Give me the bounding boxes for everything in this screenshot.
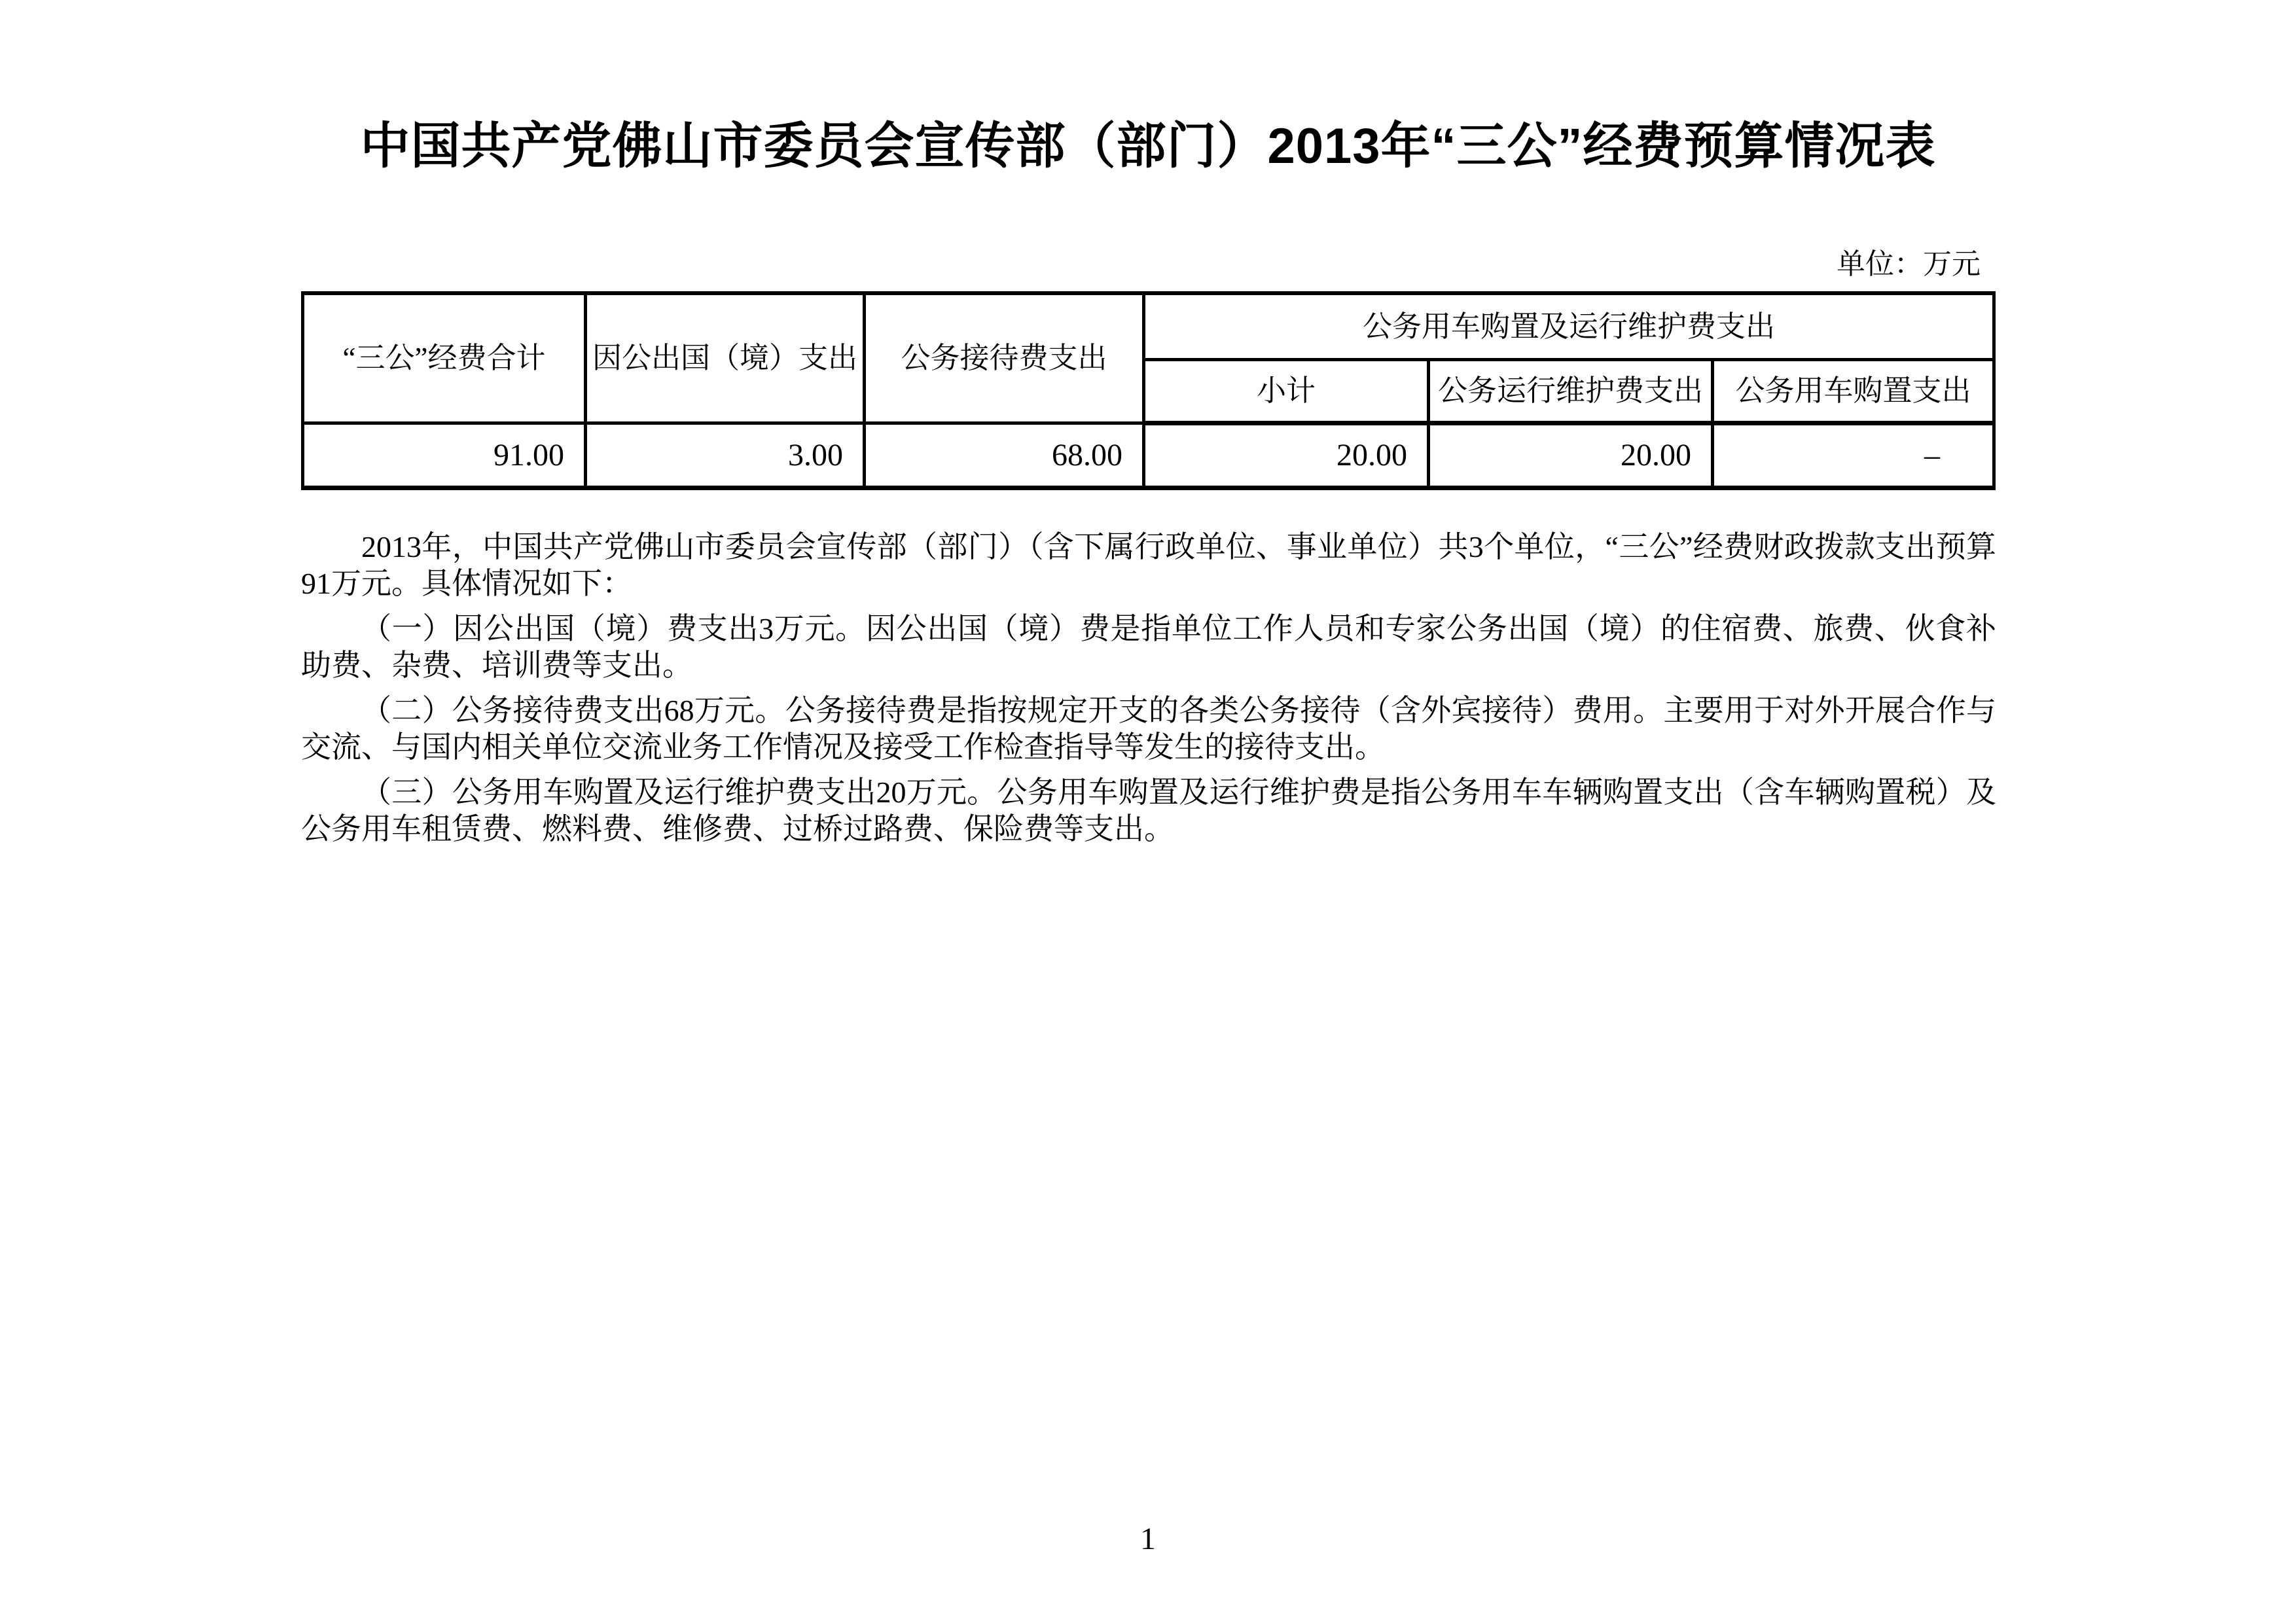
cell-vehicle-subtotal: 20.00 <box>1144 423 1429 488</box>
table-data-row <box>303 423 1994 488</box>
header-reception: 公务接待费支出 <box>865 293 1144 423</box>
cell-vehicle-maintenance: 20.00 <box>1429 423 1713 488</box>
unit-label: 单位：万元 <box>1837 248 1981 280</box>
header-vehicle-maintenance: 公务运行维护费支出 <box>1429 359 1713 423</box>
header-total: “三公”经费合计 <box>303 293 586 423</box>
page-number: 1 <box>1140 1522 1156 1556</box>
header-row-1 <box>303 293 1994 359</box>
paragraph-vehicle-expense: （三）公务用车购置及运行维护费支出20万元。公务用车购置及运行维护费是指公务用车车辆购置支出（含车辆购置税）及公务用车租赁费、燃料费、维修费、过桥过路费、保险费等支出。 <box>301 776 1996 846</box>
body-text <box>301 529 1996 856</box>
paragraph-abroad-expense: （一）因公出国（境）费支出3万元。因公出国（境）费是指单位工作人员和专家公务出国（境）的住宿费、旅费、伙食补助费、杂费、培训费等支出。 <box>301 612 1996 682</box>
paragraph-reception-expense: （二）公务接待费支出68万元。公务接待费是指按规定开支的各类公务接待（含外宾接待）费用。主要用于对外开展合作与交流、与国内相关单位交流业务工作情况及接受工作检查指导等发生的接待支出。 <box>301 694 1996 764</box>
header-vehicle-group: 公务用车购置及运行维护费支出 <box>1144 293 1994 359</box>
header-vehicle-subtotal: 小计 <box>1144 359 1429 423</box>
cell-total: 91.00 <box>303 423 586 488</box>
header-abroad: 因公出国（境）支出 <box>586 293 865 423</box>
budget-table <box>301 291 1996 490</box>
cell-abroad: 3.00 <box>586 423 865 488</box>
cell-reception: 68.00 <box>865 423 1144 488</box>
page-title: 中国共产党佛山市委员会宣传部（部门）2013年“三公”经费预算情况表 <box>360 118 1936 174</box>
header-vehicle-purchase: 公务用车购置支出 <box>1713 359 1994 423</box>
paragraph-summary: 2013年，中国共产党佛山市委员会宣传部（部门）（含下属行政单位、事业单位）共3个单位，“三公”经费财政拨款支出预算91万元。具体情况如下： <box>301 530 1996 600</box>
cell-vehicle-purchase: – <box>1713 423 1994 488</box>
